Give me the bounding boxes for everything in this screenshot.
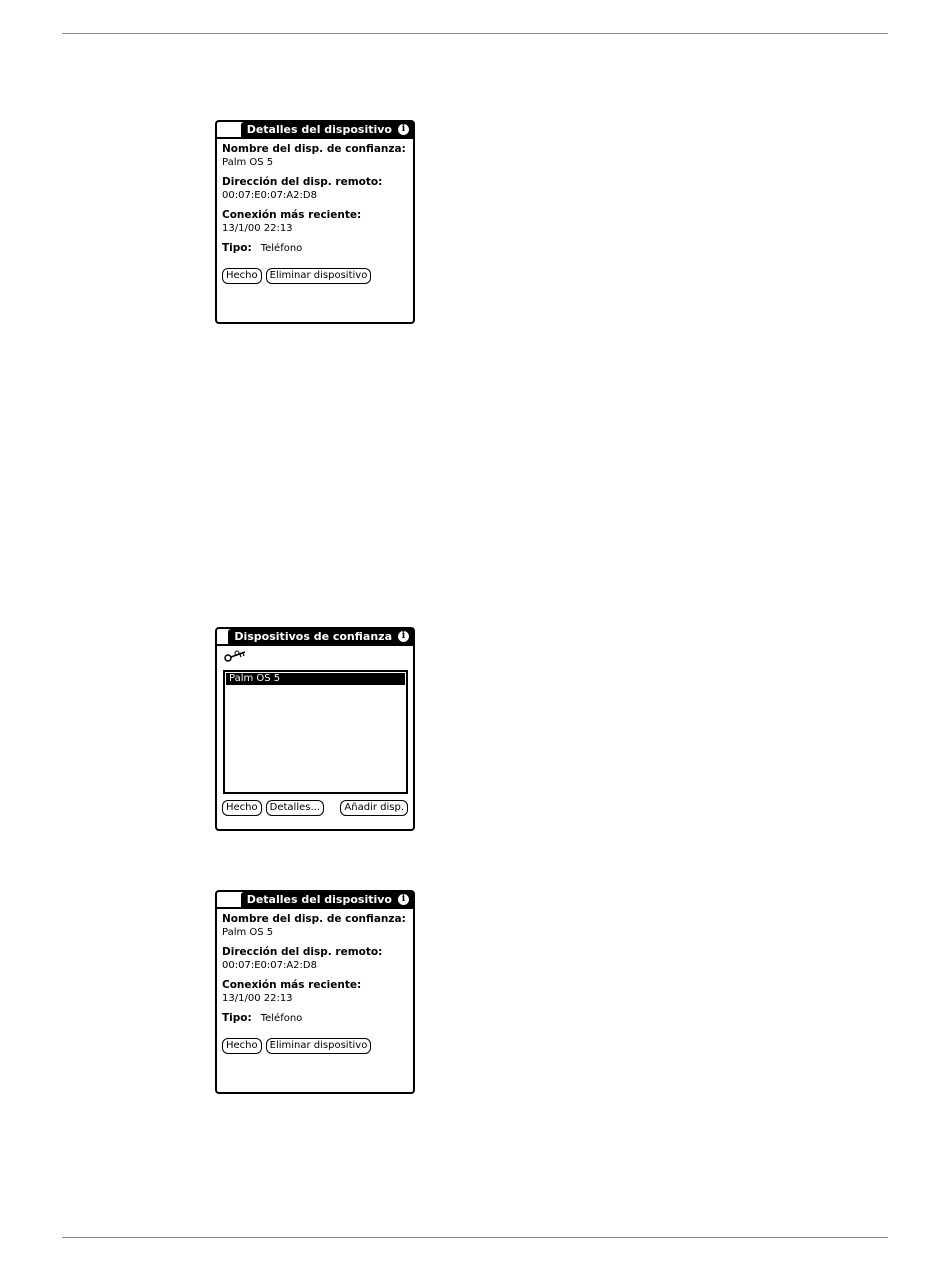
device-details-screen-2: [215, 890, 415, 1094]
top-rule: [62, 33, 888, 34]
screen-title: Dispositivos de confianza: [234, 630, 392, 643]
trusted-name-value: Palm OS 5: [222, 927, 274, 938]
info-icon[interactable]: i: [398, 631, 409, 642]
title-bar: [217, 122, 413, 139]
last-connection-value: 13/1/00 22:13: [222, 993, 293, 1004]
details-button[interactable]: Detalles...: [266, 800, 324, 816]
type-value: Teléfono: [260, 243, 303, 254]
info-icon[interactable]: i: [398, 894, 409, 905]
done-button[interactable]: Hecho: [222, 800, 262, 816]
key-icon: [223, 649, 249, 663]
trusted-name-label: Nombre del disp. de confianza:: [222, 913, 406, 925]
add-device-button[interactable]: Añadir disp.: [340, 800, 408, 816]
trusted-name-label: Nombre del disp. de confianza:: [222, 143, 406, 155]
trusted-device-list[interactable]: [223, 670, 408, 794]
done-button[interactable]: Hecho: [222, 268, 262, 284]
remote-address-label: Dirección del disp. remoto:: [222, 176, 383, 188]
type-label: Tipo:: [222, 242, 252, 254]
type-value: Teléfono: [260, 1013, 303, 1024]
last-connection-label: Conexión más reciente:: [222, 979, 362, 991]
remote-address-value: 00:07:E0:07:A2:D8: [222, 960, 317, 971]
last-connection-value: 13/1/00 22:13: [222, 223, 293, 234]
screen-title: Detalles del dispositivo: [246, 893, 392, 906]
delete-device-button[interactable]: Eliminar dispositivo: [266, 268, 372, 284]
title-bar: [217, 629, 413, 646]
type-label: Tipo:: [222, 1012, 252, 1024]
device-details-screen-1: [215, 120, 415, 324]
trusted-name-value: Palm OS 5: [222, 157, 274, 168]
last-connection-label: Conexión más reciente:: [222, 209, 362, 221]
delete-device-button[interactable]: Eliminar dispositivo: [266, 1038, 372, 1054]
bottom-rule: [62, 1237, 888, 1238]
trusted-devices-screen: [215, 627, 415, 831]
remote-address-value: 00:07:E0:07:A2:D8: [222, 190, 317, 201]
done-button[interactable]: Hecho: [222, 1038, 262, 1054]
remote-address-label: Dirección del disp. remoto:: [222, 946, 383, 958]
list-item[interactable]: Palm OS 5: [226, 673, 405, 685]
title-bar: [217, 892, 413, 909]
screen-title: Detalles del dispositivo: [246, 123, 392, 136]
info-icon[interactable]: i: [398, 124, 409, 135]
